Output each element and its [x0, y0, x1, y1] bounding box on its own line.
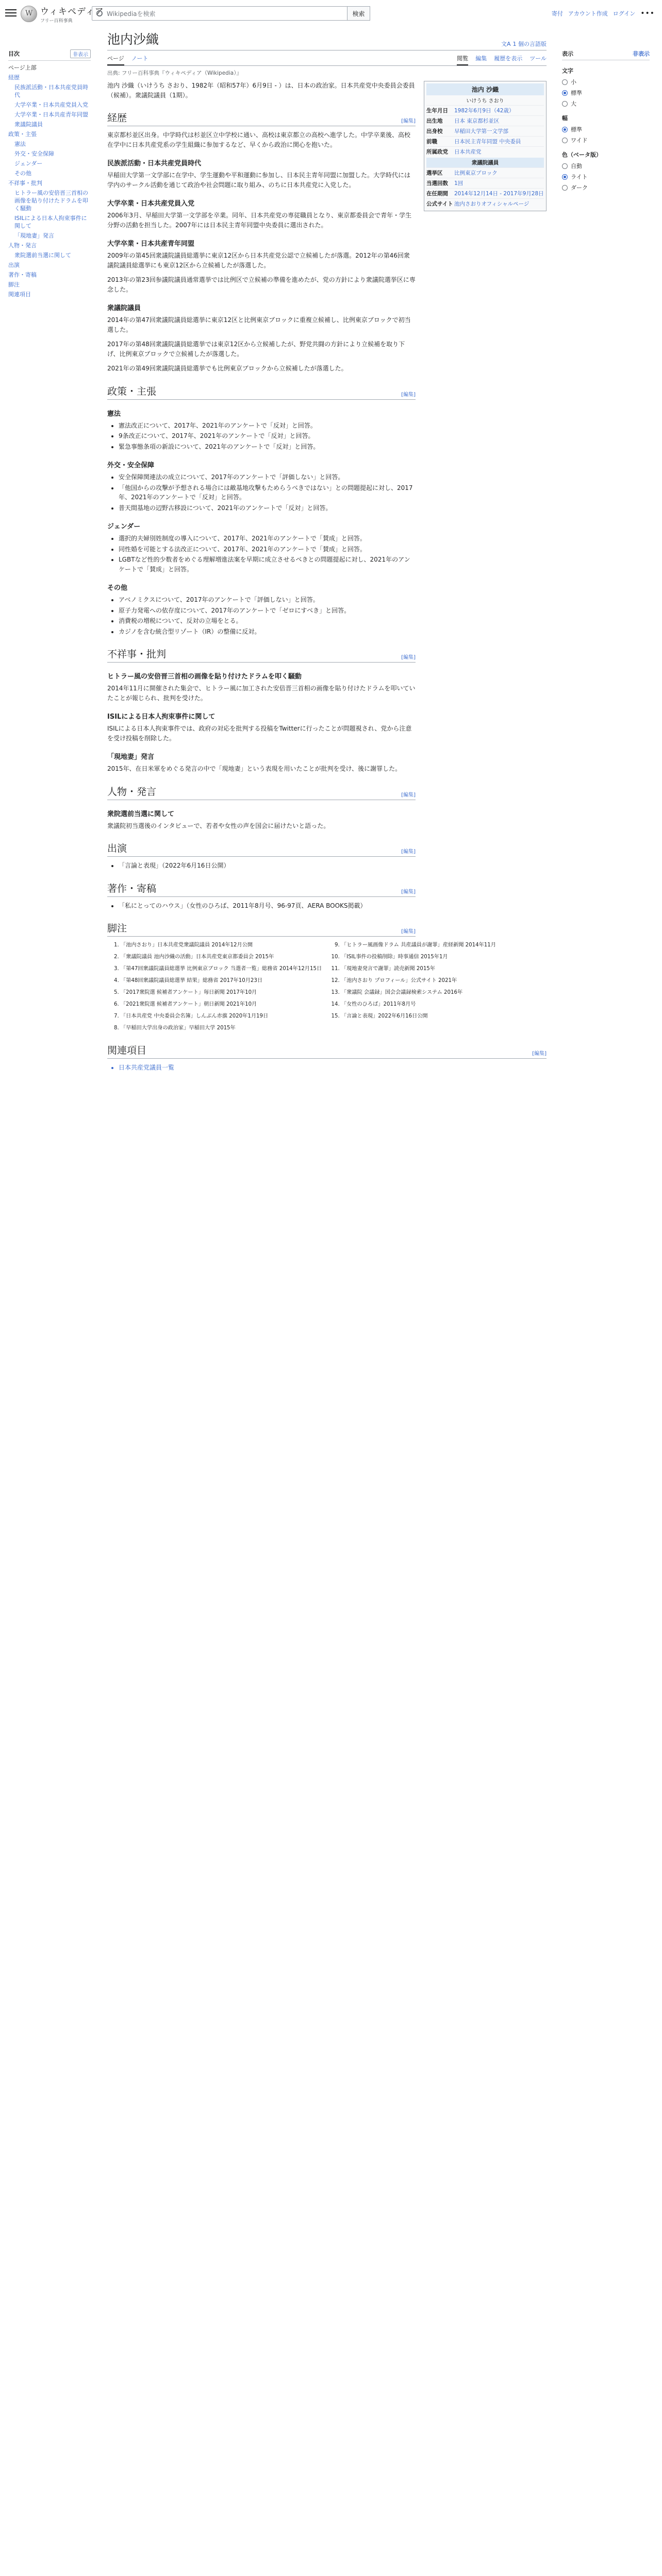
infobox	[424, 81, 547, 211]
width-option-label: ワイド	[571, 137, 588, 144]
infobox-row	[426, 167, 544, 178]
subsection-heading: その他	[107, 584, 128, 592]
text-size-option[interactable]	[562, 99, 650, 108]
radio-icon	[562, 138, 568, 143]
logo-subtitle: フリー百科事典	[40, 19, 73, 24]
toc-item[interactable]: ページ上部	[8, 64, 37, 71]
list-item: • LGBTなど性的少数者をめぐる理解増進法案を早期に成立させるべきとの問題提起に対し、2021年のアンケートで「賛成」と回答。	[119, 555, 416, 574]
infobox-row	[426, 188, 544, 198]
radio-icon	[562, 79, 568, 85]
infobox-row	[426, 146, 544, 157]
toc-item[interactable]: 著作・寄稿	[8, 272, 37, 278]
infobox-row	[426, 136, 544, 146]
infobox-value[interactable]: 日本民主青年同盟 中央委員	[454, 139, 521, 145]
infobox-row	[426, 178, 544, 188]
more-options-icon[interactable]: •••	[640, 9, 655, 18]
text-size-option[interactable]	[562, 78, 650, 86]
color-option[interactable]	[562, 162, 650, 170]
infobox-row	[426, 115, 544, 126]
color-option-label: ダーク	[571, 184, 588, 191]
list-item: • カジノを含む統合型リゾート（IR）の整備に反対。	[119, 627, 416, 637]
paragraph: 衆議院初当選後のインタビューで、若者や女性の声を国会に届けたいと語った。	[107, 822, 330, 829]
width-option-label: 標準	[571, 126, 582, 133]
infobox-row	[426, 105, 544, 115]
toc-item[interactable]: ISILによる日本人拘束事件に関して	[14, 215, 87, 229]
edit-section-link[interactable]: [編集]	[532, 1051, 547, 1057]
toc-item[interactable]: 脚注	[8, 281, 20, 288]
subsection-heading: ISILによる日本人拘束事件に関して	[107, 713, 216, 721]
user-links	[552, 9, 655, 18]
infobox-value[interactable]: 比例東京ブロック	[454, 170, 498, 176]
edit-section-link[interactable]: [編集]	[401, 929, 416, 935]
toc-list	[8, 64, 91, 298]
appearance-hide-button[interactable]: 非表示	[633, 50, 650, 57]
tab-talk[interactable]: ノート	[131, 55, 148, 62]
infobox-key: 公式サイト	[426, 201, 453, 207]
radio-icon	[562, 101, 568, 107]
radio-icon	[562, 174, 568, 180]
logo-title: ウィキペディア	[40, 7, 104, 17]
list-item: • 同性婚を可能とする法改正について、2017年、2021年のアンケートで「賛成」と回答。	[119, 545, 416, 554]
appearance-title: 表示	[562, 50, 573, 57]
reference-item[interactable]: 12. 「池内さおり プロフィール」公式サイト 2021年	[341, 976, 547, 985]
width-label: 幅	[562, 115, 568, 122]
color-label: 色（ベータ版）	[562, 151, 602, 158]
related-title: 関連項目	[107, 1045, 147, 1056]
section-heading	[107, 384, 416, 400]
appearance-header	[562, 49, 650, 60]
reference-item[interactable]: 6. 「2021衆院選 候補者アンケート」朝日新聞 2021年10月	[121, 1000, 326, 1009]
radio-icon	[562, 127, 568, 132]
related-list	[107, 1063, 547, 1073]
edit-section-link[interactable]: [編集]	[401, 792, 416, 798]
toc-item[interactable]: 大学卒業・日本共産青年同盟	[14, 111, 88, 118]
toc-header	[8, 49, 91, 61]
article-text	[107, 81, 416, 937]
bullet-list	[107, 595, 416, 636]
infobox-kana: いけうち さおり	[466, 98, 504, 104]
subsection-heading: 衆議院議員	[107, 304, 141, 312]
infobox-value[interactable]: 日本 東京都杉並区	[454, 118, 500, 124]
reference-item[interactable]: 14. 「女性のひろば」2011年8月号	[341, 1000, 547, 1009]
search-form	[92, 6, 370, 21]
width-option[interactable]	[562, 136, 650, 144]
article-body	[107, 81, 547, 937]
paragraph: 2009年の第45回衆議院議員総選挙に東京12区から日本共産党公認で立候補したが落選。2012年の第46回衆議院議員総選挙にも東京12区から立候補したが落選した。	[107, 252, 410, 269]
bullet-list	[107, 901, 416, 911]
main-content	[107, 30, 547, 1078]
paragraph: 池内 沙織（いけうち さおり、1982年（昭和57年）6月9日 - ）は、日本の政治家。日本共産党中央委員会委員（候補）。衆議院議員（1期）。	[107, 82, 415, 99]
bullet-list	[107, 534, 416, 574]
edit-section-link[interactable]: [編集]	[401, 392, 416, 398]
paragraph: 2021年の第49回衆議院議員総選挙でも比例東京ブロックから立候補したが落選した。	[107, 365, 347, 372]
tab-history[interactable]: 履歴を表示	[494, 55, 523, 62]
language-button[interactable]	[501, 40, 547, 48]
login-link[interactable]: ログイン	[613, 10, 636, 17]
subsection-heading: 民族派活動・日本共産党員時代	[107, 160, 202, 167]
infobox-key: 出身校	[426, 128, 443, 134]
section-title: 経歴	[107, 112, 127, 124]
search-placeholder: Wikipediaを検索	[107, 10, 156, 18]
infobox-key: 在任期間	[426, 191, 448, 197]
reference-item[interactable]: 5. 「2017衆院選 候補者アンケート」毎日新聞 2017年10月	[121, 988, 326, 997]
tab-page[interactable]: ページ	[107, 54, 124, 65]
infobox-name: 池内 沙織	[426, 83, 544, 95]
color-option[interactable]	[562, 183, 650, 192]
references-list	[107, 941, 547, 1032]
toc-item[interactable]: 出演	[8, 262, 20, 268]
infobox-key: 出生地	[426, 118, 443, 124]
list-item: • 原子力発電への依存度について、2017年のアンケートで「ゼロにすべき」と回答。	[119, 606, 416, 616]
radio-icon	[562, 163, 568, 169]
subsection-heading: 衆院選前当選に関して	[107, 810, 175, 818]
infobox-value[interactable]: 早稲田大学第一文学部	[454, 128, 508, 134]
appearance-panel	[562, 49, 650, 194]
subsection-heading: ジェンダー	[107, 523, 141, 531]
paragraph: 2013年の第23回参議院議員通常選挙では比例区で立候補の準備を進めたが、党の方針により衆議院選挙区に専念した。	[107, 276, 416, 293]
toc-item[interactable]: 「現地妻」発言	[14, 232, 54, 239]
section-title: 人物・発言	[107, 786, 157, 798]
list-item: • 普天間基地の辺野古移設について、2021年のアンケートで「反対」と回答。	[119, 503, 416, 513]
bullet-list	[107, 421, 416, 452]
list-item: • 「私にとってのハウス」（女性のひろば、2011年8月号、96-97頁、AERA BOOKS掲載）	[119, 901, 416, 911]
text-size-option-label: 大	[571, 100, 576, 107]
search-button[interactable]: 検索	[347, 6, 370, 21]
toc-item[interactable]: 憲法	[14, 141, 26, 147]
text-size-option-label: 標準	[571, 90, 582, 96]
section-heading	[107, 784, 416, 800]
list-item: • 緊急事態条項の新設について、2021年のアンケートで「反対」と回答。	[119, 442, 416, 452]
toc-item[interactable]: その他	[14, 170, 31, 177]
radio-icon	[562, 185, 568, 191]
section-heading	[107, 110, 416, 126]
text-size-option[interactable]	[562, 89, 650, 97]
menu-icon[interactable]	[5, 7, 16, 16]
paragraph: 早稲田大学第一文学部に在学中、学生運動や平和運動に参加し、日本民主青年同盟に加盟した。大学時代には学内のサークル活動を通じて政治や社会問題に取り組み、のちに日本共産党に入党した。	[107, 172, 411, 189]
reference-item[interactable]: 1. 「池内さおり」日本共産党衆議院議員 2014年12月公開	[121, 941, 326, 950]
toc-item[interactable]: 不祥事・批判	[8, 180, 42, 187]
edit-section-link[interactable]: [編集]	[401, 118, 416, 124]
list-item: • アベノミクスについて、2017年のアンケートで「評価しない」と回答。	[119, 595, 416, 605]
edit-section-link[interactable]: [編集]	[401, 849, 416, 855]
list-item: • 選択的夫婦別姓制度の導入について、2017年、2021年のアンケートで「賛成」と回答。	[119, 534, 416, 544]
reference-item[interactable]: 9. 「ヒトラー風画像ドラム 共産議員が謝罪」産経新聞 2014年11月	[341, 941, 547, 950]
list-item: • 9条改正について、2017年、2021年のアンケートで「反対」と回答。	[119, 431, 416, 441]
paragraph: 2006年3月、早稲田大学第一文学部を卒業。同年、日本共産党の専従職員となり、東京都委員会で青年・学生分野の活動を担当した。2007年には日本民主青年同盟中央委員に選出された。	[107, 212, 412, 229]
section-heading	[107, 1043, 547, 1059]
reference-item[interactable]: 4. 「第48回衆議院議員総選挙 結果」総務省 2017年10月23日	[121, 976, 326, 985]
source-line: 出典: フリー百科事典『ウィキペディア（Wikipedia）』	[107, 70, 242, 76]
toc-sidebar	[8, 49, 91, 300]
toc-hide-button[interactable]: 非表示	[70, 49, 91, 58]
tab-tools[interactable]: ツール	[529, 55, 547, 62]
text-size-option-label: 小	[571, 79, 576, 86]
site-header	[0, 0, 662, 27]
related-link[interactable]: • 日本共産党議員一覧	[119, 1063, 547, 1073]
tab-read[interactable]: 閲覧	[457, 54, 468, 65]
infobox-value[interactable]: 1982年6月9日（42歳）	[454, 108, 515, 114]
page-title: 池内沙織	[107, 32, 159, 47]
paragraph: 2017年の第48回衆議院議員総選挙では東京12区から立候補したが、野党共闘の方針により立候補を取り下げ、比例東京ブロックで立候補したが落選した。	[107, 341, 405, 358]
reference-item[interactable]: 13. 「衆議院 会議録」国会会議録検索システム 2016年	[341, 988, 547, 997]
section-heading	[107, 841, 416, 857]
color-option-label: 自動	[571, 163, 582, 170]
subsection-heading: 外交・安全保障	[107, 462, 155, 469]
radio-icon	[562, 90, 568, 96]
create-account-link[interactable]: アカウント作成	[568, 10, 608, 17]
list-item: • 「他国からの攻撃が予想される場合には敵基地攻撃もためらうべきではない」との問題提起に対し、2017年、2021年のアンケートで「反対」と回答。	[119, 483, 416, 502]
subsection-heading: 大学卒業・日本共産党員入党	[107, 200, 195, 208]
toc-title: 目次	[8, 50, 20, 57]
toc-item[interactable]: 衆議院議員	[14, 121, 43, 128]
reference-item[interactable]: 7. 「日本共産党 中央委員会名簿」しんぶん赤旗 2020年1月19日	[121, 1012, 326, 1021]
section-title: 著作・寄稿	[107, 883, 157, 894]
section-heading	[107, 647, 416, 663]
paragraph: 東京都杉並区出身。中学時代は杉並区立中学校に通い、高校は東京都立の高校へ進学した。中学卒業後、高校在学中に日本共産党系の学生組織に参加するなど、早くから政治に関心を抱いた。	[107, 131, 411, 148]
edit-section-link[interactable]: [編集]	[401, 655, 416, 660]
reference-item[interactable]: 11. 「現地妻発言で謝罪」読売新聞 2015年	[341, 964, 547, 973]
reference-item[interactable]: 2. 「衆議院議員 池内沙織の活動」日本共産党東京都委員会 2015年	[121, 953, 326, 961]
infobox-value[interactable]: 日本共産党	[454, 149, 482, 155]
wikipedia-globe-icon	[21, 6, 37, 22]
bullet-list	[107, 861, 416, 871]
reference-item[interactable]: 15. 「言論と表現」2022年6月16日公開	[341, 1012, 547, 1021]
toc-item[interactable]: 人物・発言	[8, 242, 37, 249]
infobox-value[interactable]: 1回	[454, 180, 464, 187]
section-heading	[107, 921, 416, 937]
subsection-heading: 憲法	[107, 410, 121, 418]
toc-item[interactable]: 大学卒業・日本共産党員入党	[14, 101, 88, 108]
list-item: • 消費税の増税について、反対の立場をとる。	[119, 616, 416, 626]
section-title: 不祥事・批判	[107, 649, 167, 660]
infobox-site-link[interactable]: 池内さおりオフィシャルページ	[454, 201, 529, 207]
tab-edit[interactable]: 編集	[475, 55, 487, 62]
infobox-section: 衆議院議員	[426, 158, 544, 167]
paragraph: 2014年11月に開催された集会で、ヒトラー風に加工された安倍晋三首相の画像を貼り付けたドラムを叩いていたことが報じられ、批判を受けた。	[107, 685, 416, 702]
donate-link[interactable]: 寄付	[551, 10, 563, 17]
paragraph: 2014年の第47回衆議院議員総選挙に東京12区と比例東京ブロックに重複立候補し、比例東京ブロックで初当選した。	[107, 316, 411, 333]
infobox-key: 選挙区	[426, 170, 443, 176]
toc-item[interactable]: 民族派活動・日本共産党員時代	[14, 84, 88, 98]
section-title: 政策・主張	[107, 385, 157, 397]
toc-item[interactable]: 経歴	[8, 74, 20, 81]
text-size-label: 文字	[562, 67, 573, 74]
toc-item[interactable]: ジェンダー	[14, 160, 43, 167]
translate-icon: 文A	[501, 41, 511, 47]
paragraph: ISILによる日本人拘束事件では、政府の対応を批判する投稿をTwitterに行ったことが問題視され、党から注意を受け投稿を削除した。	[107, 725, 412, 742]
infobox-row	[426, 126, 544, 136]
list-item: • 憲法改正について、2017年、2021年のアンケートで「反対」と回答。	[119, 421, 416, 431]
toc-item[interactable]: 政策・主張	[8, 131, 37, 138]
section-heading	[107, 881, 416, 897]
search-input[interactable]	[92, 6, 347, 21]
infobox-key: 所属政党	[426, 149, 448, 155]
list-item: • 安全保障関連法の成立について、2017年のアンケートで「評価しない」と回答。	[119, 472, 416, 482]
page-tabs	[107, 54, 547, 66]
toc-item[interactable]: 外交・安全保障	[14, 150, 54, 157]
reference-item[interactable]: 10. 「ISIL事件の投稿削除」時事通信 2015年1月	[341, 953, 547, 961]
color-option-label: ライト	[571, 174, 588, 180]
edit-section-link[interactable]: [編集]	[401, 889, 416, 895]
reference-item[interactable]: 8. 「早稲田大学出身の政治家」早稲田大学 2015年	[121, 1024, 326, 1032]
toc-item[interactable]: 衆院選前当選に関して	[14, 252, 71, 259]
section-title: 出演	[107, 843, 127, 854]
language-count: 1 個の言語版	[512, 41, 547, 47]
toc-item[interactable]: ヒトラー風の安倍晋三首相の画像を貼り付けたドラムを叩く騒動	[14, 190, 88, 212]
search-icon	[96, 10, 103, 16]
subsection-heading: ヒトラー風の安倍晋三首相の画像を貼り付けたドラムを叩く騒動	[107, 673, 302, 681]
width-option[interactable]	[562, 125, 650, 133]
subsection-heading: 大学卒業・日本共産青年同盟	[107, 240, 195, 248]
bullet-list	[107, 472, 416, 513]
color-option[interactable]	[562, 173, 650, 181]
infobox-key: 前職	[426, 139, 437, 145]
paragraph: 2015年、在日米軍をめぐる発言の中で「現地妻」という表現を用いたことが批判を受け、後に謝罪した。	[107, 765, 402, 772]
reference-item[interactable]: 3. 「第47回衆議院議員総選挙 比例東京ブロック 当選者一覧」総務省 2014年12月15日	[121, 964, 326, 973]
list-item: • 「言論と表現」（2022年6月16日公開）	[119, 861, 416, 871]
toc-item[interactable]: 関連項目	[8, 291, 31, 298]
infobox-row	[426, 198, 544, 209]
subsection-heading: 「現地妻」発言	[107, 753, 155, 761]
section-title: 脚注	[107, 923, 127, 934]
infobox-key: 生年月日	[426, 108, 448, 114]
infobox-value[interactable]: 2014年12月14日 - 2017年9月28日	[454, 191, 544, 197]
infobox-key: 当選回数	[426, 180, 448, 187]
